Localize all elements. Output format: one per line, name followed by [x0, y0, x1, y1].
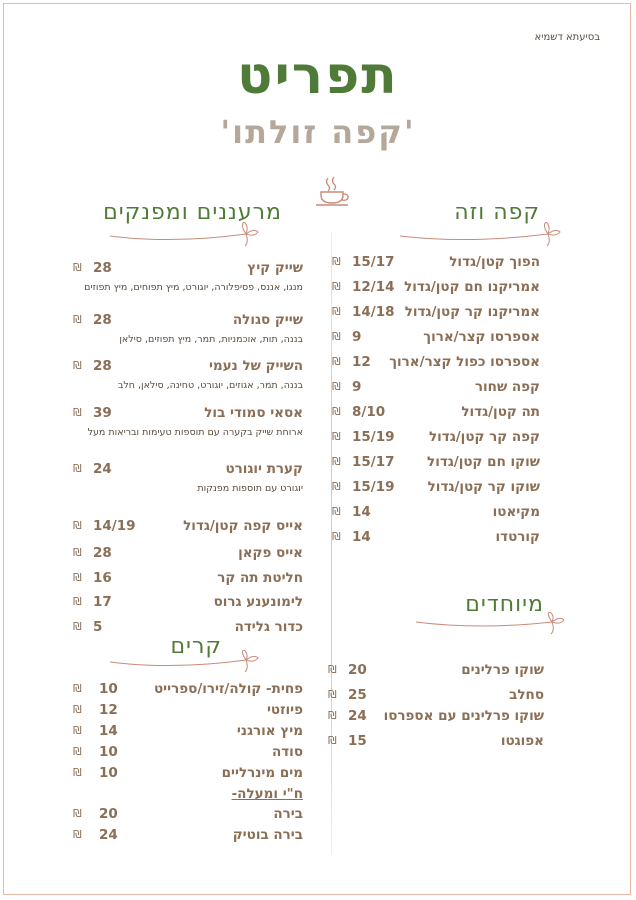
item-name: אספרסו קצר/ארוך: [423, 329, 540, 345]
item-name: הפוך קטן/גדול: [449, 254, 540, 270]
shekel-icon: ₪: [73, 546, 82, 559]
item-name: פיוזטי: [266, 702, 303, 718]
item-price: 10: [99, 681, 118, 697]
item-name: בירה: [273, 806, 303, 822]
item-price: 14: [99, 723, 118, 739]
item-name: חליטת תה קר: [217, 570, 303, 586]
item-price: 15/19: [352, 429, 395, 445]
item-price: 10: [99, 744, 118, 760]
menu-item-row: [73, 806, 303, 828]
menu-item-row: [332, 254, 540, 276]
menu-item-row: [73, 765, 303, 787]
menu-item-row: [73, 827, 303, 849]
item-name: אייס פקאן: [238, 545, 303, 561]
menu-item-row: [73, 312, 303, 345]
shekel-icon: ₪: [332, 380, 341, 393]
menu-item-row: [328, 733, 544, 755]
shekel-icon: ₪: [332, 405, 341, 418]
shekel-icon: ₪: [332, 330, 341, 343]
shekel-icon: ₪: [328, 688, 337, 701]
item-description: ארוחת שייק בקערה עם תוספות טעימות ובריאות מעל: [87, 427, 303, 438]
item-price: 17: [93, 594, 112, 610]
item-name: שוקו חם קטן/גדול: [427, 454, 540, 470]
flourish-icon: [108, 222, 264, 248]
item-price: 12/14: [352, 279, 395, 295]
item-name: שוקו קר קטן/גדול: [427, 479, 540, 495]
item-price: 24: [348, 708, 367, 724]
item-description: יוגורט עם תוספות מפנקות: [197, 483, 303, 494]
shekel-icon: ₪: [73, 724, 82, 737]
page-title: תפריט: [237, 46, 399, 106]
flourish-icon: [398, 222, 564, 248]
menu-item-row: [332, 404, 540, 426]
shekel-icon: ₪: [73, 595, 82, 608]
menu-item-row: [73, 545, 303, 567]
item-price: 28: [93, 545, 112, 561]
item-name: קפה קר קטן/גדול: [428, 429, 540, 445]
item-price: 25: [348, 687, 367, 703]
item-price: 28: [93, 358, 112, 374]
item-name: תה קטן/גדול: [461, 404, 540, 420]
item-price: 15: [348, 733, 367, 749]
item-price: 39: [93, 405, 112, 421]
shekel-icon: ₪: [73, 261, 82, 274]
menu-item-row: [332, 454, 540, 476]
shekel-icon: ₪: [73, 571, 82, 584]
menu-item-row: [332, 379, 540, 401]
shekel-icon: ₪: [332, 355, 341, 368]
item-name: מקיאטו: [492, 504, 540, 520]
shekel-icon: ₪: [73, 745, 82, 758]
shekel-icon: ₪: [73, 620, 82, 633]
item-price: 14/19: [93, 518, 136, 534]
menu-item-row: [73, 358, 303, 391]
shekel-icon: ₪: [332, 280, 341, 293]
item-price: 15/17: [352, 254, 395, 270]
item-name: ח"י ומעלה-: [231, 786, 303, 802]
item-name: בירה בוטיק: [232, 827, 303, 843]
item-name: כדור גלידה: [234, 619, 303, 635]
menu-item-row: [332, 429, 540, 451]
menu-item-row: [332, 329, 540, 351]
shekel-icon: ₪: [332, 455, 341, 468]
item-price: 14: [352, 504, 371, 520]
item-name: שוקו פרלינים: [461, 662, 544, 678]
item-name: השייק של נעמי: [208, 358, 303, 374]
flourish-icon: [108, 650, 264, 674]
item-name: מים מינרליים: [221, 765, 303, 781]
menu-item-row: [332, 304, 540, 326]
item-name: שייק סגולה: [232, 312, 303, 328]
item-price: 5: [93, 619, 103, 635]
menu-item-row: [332, 279, 540, 301]
menu-item-row: [73, 619, 303, 641]
item-price: 28: [93, 312, 112, 328]
menu-item-row: [332, 504, 540, 526]
menu-item-row: [73, 702, 303, 724]
menu-item-row: [73, 405, 303, 438]
menu-item-row: [73, 518, 303, 540]
menu-item-row: [328, 708, 544, 730]
menu-item-row: [328, 687, 544, 709]
item-name: אפוגטו: [500, 733, 544, 749]
menu-item-row: [73, 723, 303, 745]
item-price: 10: [99, 765, 118, 781]
item-price: 24: [99, 827, 118, 843]
item-price: 15/17: [352, 454, 395, 470]
item-price: 14/18: [352, 304, 395, 320]
item-price: 14: [352, 529, 371, 545]
menu-item-row: [332, 529, 540, 551]
item-description: בננה, תות, אוכמניות, תמר, מיץ תפוזים, סילאן: [119, 334, 303, 345]
item-name: קערת יוגורט: [225, 461, 303, 477]
menu-item-row: [73, 594, 303, 616]
item-name: אסאי סמודי בול: [204, 405, 303, 421]
menu-item-row: [73, 570, 303, 592]
menu-item-row: [73, 461, 303, 494]
item-price: 20: [348, 662, 367, 678]
section-title-shakes: מרעננים ומפנקים: [103, 200, 282, 225]
shekel-icon: ₪: [73, 406, 82, 419]
menu-item-row: [73, 744, 303, 766]
item-name: אמריקנו קר קטן/גדול: [404, 304, 540, 320]
item-name: סחלב: [509, 687, 544, 703]
item-price: 8/10: [352, 404, 386, 420]
section-title-coffee: קפה וזה: [454, 200, 540, 225]
item-price: 9: [352, 379, 362, 395]
shekel-icon: ₪: [73, 519, 82, 532]
menu-item-row: [73, 681, 303, 703]
item-name: קפה שחור: [474, 379, 540, 395]
item-name: שייק קיץ: [247, 260, 303, 276]
item-name: פחית- קולה/זירו/ספרייט: [154, 681, 303, 697]
item-price: 15/19: [352, 479, 395, 495]
item-price: 16: [93, 570, 112, 586]
item-description: בננה, תמר, אגוזים, יוגורט, טחינה, סילאן, חלב: [117, 380, 303, 391]
shekel-icon: ₪: [73, 682, 82, 695]
item-price: 28: [93, 260, 112, 276]
item-name: שוקו פרלינים עם אספרסו: [383, 708, 544, 724]
shekel-icon: ₪: [73, 313, 82, 326]
shekel-icon: ₪: [332, 530, 341, 543]
menu-item-row: [73, 786, 303, 808]
menu-item-row: [328, 662, 544, 684]
coffee-cup-icon: [313, 175, 353, 209]
shekel-icon: ₪: [328, 663, 337, 676]
item-name: אמריקנו חם קטן/גדול: [404, 279, 540, 295]
shekel-icon: ₪: [332, 305, 341, 318]
shekel-icon: ₪: [73, 462, 82, 475]
item-price: 12: [352, 354, 371, 370]
cafe-name: 'קפה זולתו': [220, 113, 416, 151]
shekel-icon: ₪: [73, 828, 82, 841]
item-price: 20: [99, 806, 118, 822]
shekel-icon: ₪: [73, 359, 82, 372]
shekel-icon: ₪: [332, 430, 341, 443]
shekel-icon: ₪: [73, 807, 82, 820]
menu-item-row: [332, 354, 540, 376]
menu-item-row: [332, 479, 540, 501]
section-title-specials: מיוחדים: [465, 592, 544, 617]
shekel-icon: ₪: [332, 505, 341, 518]
item-price: 24: [93, 461, 112, 477]
shekel-icon: ₪: [332, 480, 341, 493]
shekel-icon: ₪: [328, 734, 337, 747]
item-name: אספרסו כפול קצר/ארוך: [389, 354, 540, 370]
shekel-icon: ₪: [73, 703, 82, 716]
item-name: אייס קפה קטן/גדול: [183, 518, 303, 534]
menu-item-row: [73, 260, 303, 293]
item-name: קורטדו: [495, 529, 540, 545]
shekel-icon: ₪: [328, 709, 337, 722]
top-note: בסיעתא דשמיא: [534, 32, 600, 43]
item-price: 12: [99, 702, 118, 718]
item-description: מנגו, אננס, פסיפלורה, יוגורט, מיץ תפוחים, מיץ תפוזים: [84, 282, 303, 293]
item-name: מיץ אורגני: [236, 723, 303, 739]
shekel-icon: ₪: [73, 766, 82, 779]
item-price: 9: [352, 329, 362, 345]
flourish-icon: [414, 612, 570, 638]
section-title-cold: קרים: [170, 634, 222, 659]
item-name: לימונענע גרוס: [213, 594, 303, 610]
shekel-icon: ₪: [332, 255, 341, 268]
item-name: סודה: [271, 744, 303, 760]
